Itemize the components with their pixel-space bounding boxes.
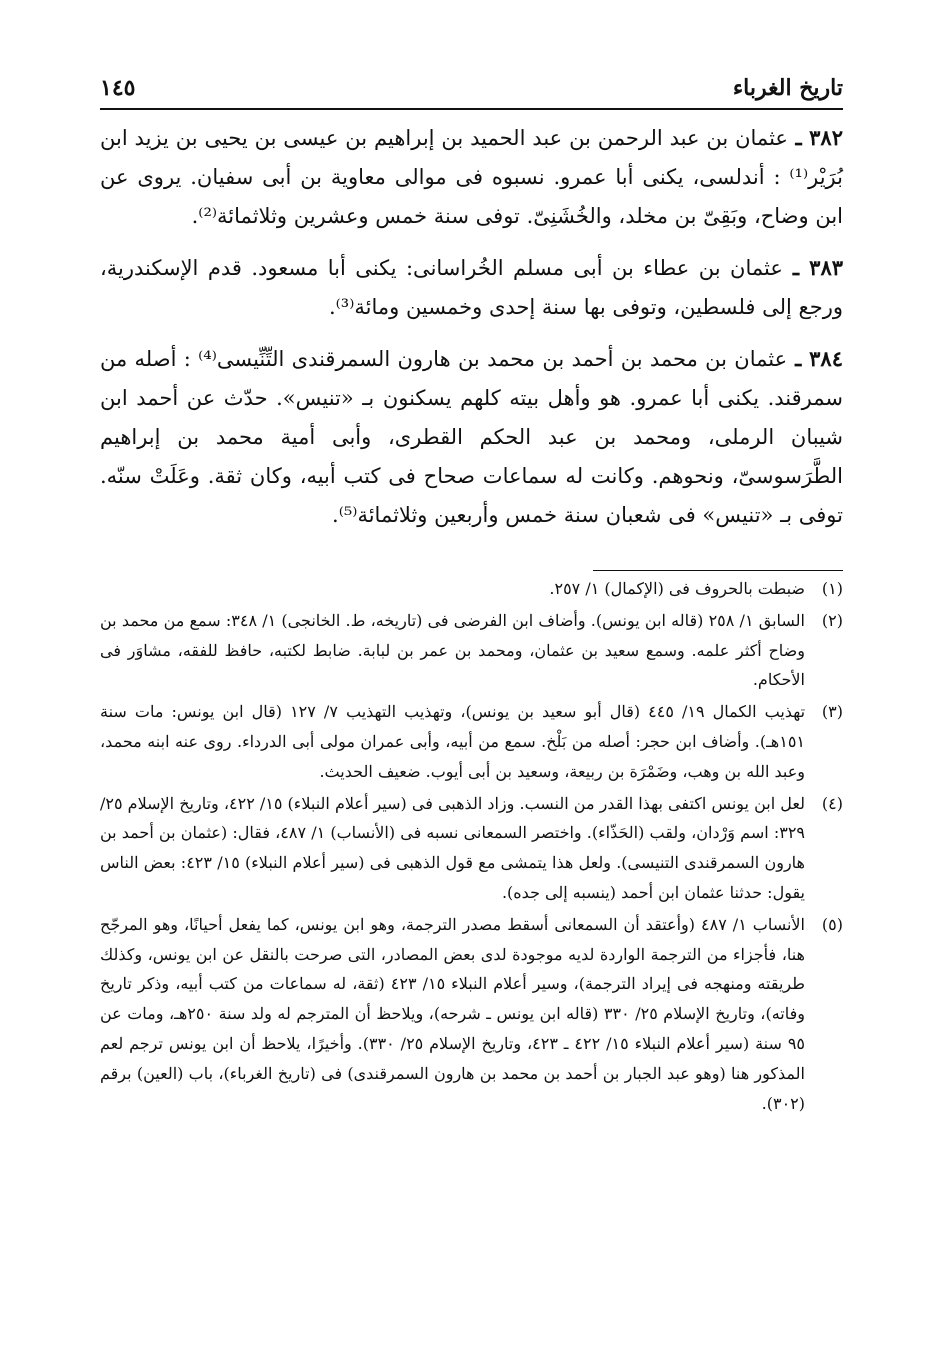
running-title: تاريخ الغرباء bbox=[732, 75, 843, 101]
footnote-4 bbox=[100, 789, 843, 908]
entry-384: ٣٨٤ ـ عثمان بن محمد بن أحمد بن محمد بن هارون السمرقندى التِّنِّيسى⁽⁴⁾ : أصله من سمرقند. يكنى أبا عمرو. هو وأهل بيته كلهم يسكنون بـ «تنيس». حدّث عن أحمد ابن شيبان الرملى، ومحمد بن عبد الحكم القطرى، وأبى أمية محمد بن إبراهيم الطَّرَسوسىّ، ونحوهم. وكانت له سماعات صحاح فى كتب أبيه، وكان ثقة. وعَلَتْ سنّه. توفى بـ «تنيس» فى شعبان سنة خمس وأربعين وثلاثمائة⁽⁵⁾. bbox=[100, 346, 843, 527]
entry-number: ٣٨٤ bbox=[809, 346, 843, 371]
footnote-text: السابق ١/ ٢٥٨ (قاله ابن يونس). وأضاف ابن الفرضى فى (تاريخه، ط. الخانجى) ١/ ٣٤٨: سمع من محمد بن وضاح أكثر علمه. وسمع سعيد بن عثمان، ومحمد بن عمر بن لبابة. ضابط لكتبه، حافظ للفقه، مشاوَر فى الأحكام. bbox=[100, 610, 806, 690]
footnote-number: (٥) bbox=[821, 914, 843, 934]
footnote-5 bbox=[100, 910, 843, 1119]
footnote-text: الأنساب ١/ ٤٨٧ (وأعتقد أن السمعانى أسقط مصدر الترجمة، وهو ابن يونس، كما يفعل أحيانًا، وهو المرجّح هنا، فأجزاء من الترجمة الواردة لديه موجودة لدى بعض المصادر، التى صرحت بالنقل عن ابن يونس، وكذلك طريقته ومنهجه فى إيراد الترجمة)، وسير أعلام النبلاء ١٥/ ٤٢٣ (ثقة، له سماعات من كتب أبيه، وذكر تاريخ وفاته)، وتاريخ الإسلام ٢٥/ ٣٣٠ (قاله ابن يونس ـ شرحه)، ويلاحظ أن المترجم له ولد سنة ٢٥٠هـ، ومات عن ٩٥ سنة (سير أعلام النبلاء ١٥/ ٤٢٢ ـ ٤٢٣، وتاريخ الإسلام ٢٥/ ٣٣٠). وأخيرًا، يلاحظ أن ابن يونس ترجم لعم المذكور هنا (وهو عبد الجبار بن أحمد بن محمد بن هارون السمرقندى) فى (تاريخ الغرباء)، باب (العين) برقم (٣٠٢). bbox=[100, 914, 806, 1113]
entry-text: عثمان بن عبد الرحمن بن عبد الحميد بن إبراهيم بن عيسى بن يحيى بن يزيد ابن بُرَيْر⁽¹⁾ : أندلسى، يكنى أبا عمرو. نسبوه فى موالى معاوية بن أبى سفيان. يروى عن ابن وضاح، وبَقِىّ بن مخلد، والخُشَنِىّ. توفى سنة خمس وعشرين وثلاثمائة⁽²⁾. bbox=[100, 126, 843, 228]
footnote-number: (١) bbox=[821, 579, 843, 598]
entry-382: ٣٨٢ ـ عثمان بن عبد الرحمن بن عبد الحميد بن إبراهيم بن عيسى بن يحيى بن يزيد ابن بُرَيْر⁽¹⁾ : أندلسى، يكنى أبا عمرو. نسبوه فى موالى معاوية بن أبى سفيان. يروى عن ابن وضاح، وبَقِىّ بن مخلد، والخُشَنِىّ. توفى سنة خمس وعشرين وثلاثمائة⁽²⁾. bbox=[100, 125, 843, 228]
footnotes bbox=[100, 574, 843, 1120]
entry-383: ٣٨٣ ـ عثمان بن عطاء بن أبى مسلم الخُراسانى: يكنى أبا مسعود. قدم الإسكندرية، ورجع إلى فلسطين، وتوفى بها سنة إحدى وخمسين ومائة⁽³⁾. bbox=[100, 255, 844, 319]
running-header bbox=[100, 68, 843, 110]
main-text bbox=[100, 118, 843, 547]
entry-number: ٣٨٢ bbox=[809, 125, 843, 150]
footnote-number: (٣) bbox=[821, 702, 843, 722]
footnote-number: (٤) bbox=[821, 793, 843, 813]
entry-number: ٣٨٣ bbox=[809, 255, 844, 280]
entry-text: عثمان بن محمد بن أحمد بن محمد بن هارون السمرقندى التِّنِّيسى⁽⁴⁾ : أصله من سمرقند. يكنى أبا عمرو. هو وأهل بيته كلهم يسكنون بـ «تنيس». حدّث عن أحمد ابن شيبان الرملى، ومحمد بن عبد الحكم القطرى، وأبى أمية محمد بن إبراهيم الطَّرَسوسىّ، ونحوهم. وكانت له سماعات صحاح فى كتب أبيه، وكان ثقة. وعَلَتْ سنّه. توفى بـ «تنيس» فى شعبان سنة خمس وأربعين وثلاثمائة⁽⁵⁾. bbox=[100, 347, 843, 527]
footnote-2 bbox=[100, 606, 843, 695]
footnote-1 bbox=[100, 574, 843, 604]
page-number: ١٤٥ bbox=[100, 75, 136, 101]
entry-text: عثمان بن عطاء بن أبى مسلم الخُراسانى: يكنى أبا مسعود. قدم الإسكندرية، ورجع إلى فلسطين، وتوفى بها سنة إحدى وخمسين ومائة⁽³⁾. bbox=[100, 256, 843, 319]
footnote-separator bbox=[593, 570, 843, 571]
footnote-3 bbox=[100, 697, 843, 786]
footnote-text: لعل ابن يونس اكتفى بهذا القدر من النسب. وزاد الذهبى فى (سير أعلام النبلاء) ١٥/ ٤٢٢، وتاريخ الإسلام ٢٥/ ٣٢٩: اسم وَرْدان، ولقب (الحَذّاء). واختصر السمعانى نسبه فى (الأنساب) ١/ ٤٨٧، فقال: (عثمان بن أحمد بن هارون السمرقندى التنيسى). ولعل هذا يتمشى مع قول الذهبى فى (سير أعلام النبلاء) ١٥/ ٤٢٣: بعض الناس يقول: حدثنا عثمان ابن أحمد (ينسبه إلى جده). bbox=[100, 793, 805, 902]
footnote-text: تهذيب الكمال ١٩/ ٤٤٥ (قال أبو سعيد بن يونس)، وتهذيب التهذيب ٧/ ١٢٧ (قال ابن يونس: مات سنة ١٥١هـ). وأضاف ابن حجر: أصله من بَلْخ. سمع من أبيه، وأبى عمران مولى أبى الدرداء. روى عنه ابنه محمد، وعبد الله بن وهب، وضَمْرَة بن ربيعة، وسعيد بن أبى أيوب. ضعيف الحديث. bbox=[100, 702, 806, 781]
footnote-text: ضبطت بالحروف فى (الإكمال) ١/ ٢٥٧. bbox=[549, 579, 805, 598]
footnote-number: (٢) bbox=[821, 610, 843, 630]
